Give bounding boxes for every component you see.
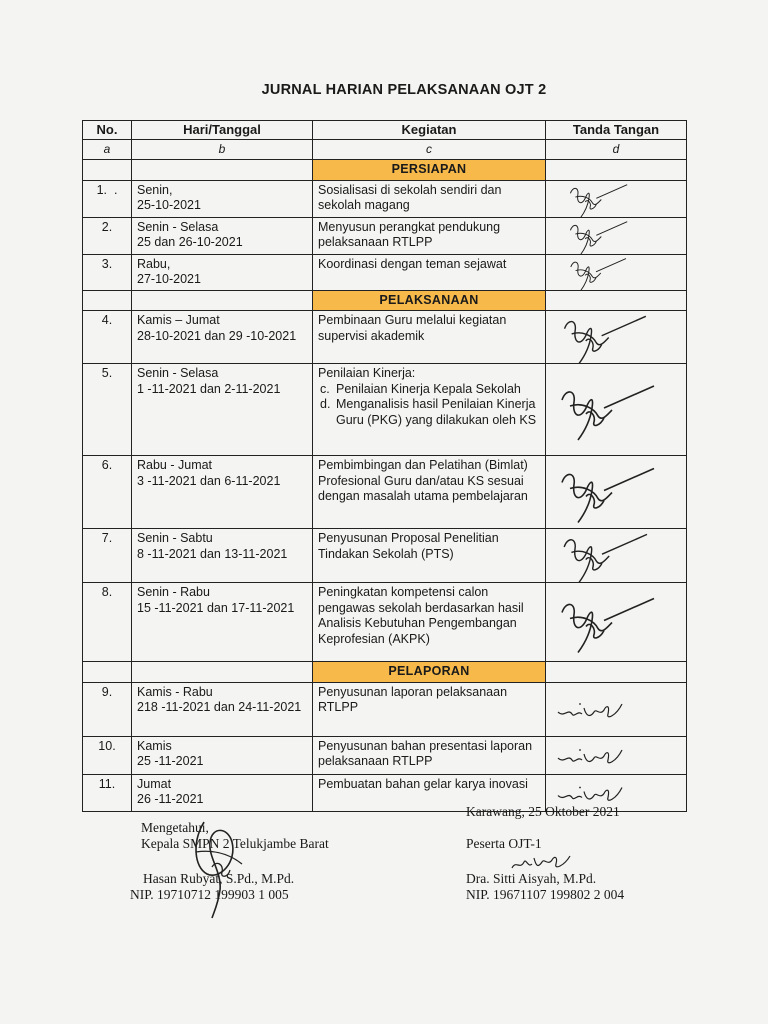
signature-mark: [546, 218, 687, 255]
header-signature: Tanda Tangan: [546, 121, 687, 140]
row-date: Rabu, 27-10-2021: [132, 254, 313, 290]
principal-nip: NIP. 19710712 199903 1 005: [130, 887, 289, 902]
signature-mark: [546, 311, 687, 364]
row-activity: Koordinasi dengan teman sejawat: [313, 254, 546, 290]
participant-label: Peserta OJT-1: [466, 836, 542, 851]
row-activity: Penyusunan laporan pelaksanaan RTLPP: [313, 682, 546, 736]
place-date: Karawang, 25 Oktober 2021: [466, 804, 620, 819]
row-number: 4.: [83, 311, 132, 364]
header-no: No.: [83, 121, 132, 140]
signature-mark: [546, 364, 687, 456]
section-row: [83, 290, 687, 311]
table-header-row: [83, 121, 687, 140]
row-number: 9.: [83, 682, 132, 736]
row-number: 5.: [83, 364, 132, 456]
signature-cell: [546, 180, 687, 217]
signature-mark: [546, 181, 687, 218]
row-date: Senin - Rabu 15 -11-2021 dan 17-11-2021: [132, 583, 313, 662]
row-activity: Peningkatan kompetensi calon pengawas sekolah berdasarkan hasil Analisis Kebutuhan Pengembangan Keprofesian (AKPK): [313, 583, 546, 662]
participant-nip: NIP. 19671107 199802 2 004: [466, 887, 625, 902]
letter-a: a: [83, 139, 132, 160]
signature-mark: [546, 683, 687, 737]
table-row: [83, 180, 687, 217]
row-number: 10.: [83, 736, 132, 774]
signature-cell: [546, 311, 687, 364]
list-item: d. Menganalisis hasil Penilaian Kinerja Guru (PKG) yang dilakukan oleh KS: [320, 397, 537, 427]
row-date: Kamis – Jumat 28-10-2021 dan 29 -10-2021: [132, 311, 313, 364]
participant-name: Dra. Sitti Aisyah, M.Pd.: [466, 871, 597, 886]
signature-cell: [546, 217, 687, 254]
letter-c: c: [313, 139, 546, 160]
table-row: [83, 456, 687, 529]
section-persiapan: PERSIAPAN: [313, 160, 546, 181]
participant-signature: [508, 852, 578, 874]
section-pelaporan: PELAPORAN: [313, 662, 546, 683]
table-row: [83, 529, 687, 583]
row-activity: Pembuatan bahan gelar karya inovasi: [313, 774, 546, 811]
table-row: [83, 364, 687, 456]
signature-cell: [546, 583, 687, 662]
row-number: 2.: [83, 217, 132, 254]
header-activity: Kegiatan: [313, 121, 546, 140]
row-activity: Menyusun perangkat pendukung pelaksanaan RTLPP: [313, 217, 546, 254]
row-date: Jumat 26 -11-2021: [132, 774, 313, 811]
row-date: Senin - Selasa 1 -11-2021 dan 2-11-2021: [132, 364, 313, 456]
section-row: [83, 160, 687, 181]
row-date: Kamis - Rabu 218 -11-2021 dan 24-11-2021: [132, 682, 313, 736]
letter-d: d: [546, 139, 687, 160]
row-activity: Pembinaan Guru melalui kegiatan supervisi akademik: [313, 311, 546, 364]
principal-name: Hasan Rubyat, S.Pd., M.Pd.: [143, 871, 295, 886]
table-row: [83, 217, 687, 254]
signature-cell: [546, 456, 687, 529]
section-pelaksanaan: PELAKSANAAN: [313, 290, 546, 311]
principal-title: Kepala SMPN 2 Telukjambe Barat: [141, 836, 329, 851]
row-activity: Pembimbingan dan Pelatihan (Bimlat) Profesional Guru dan/atau KS sesuai dengan masalah utama pembelajaran: [313, 456, 546, 529]
signature-cell: [546, 736, 687, 774]
table-row: [83, 254, 687, 290]
signature-cell: [546, 682, 687, 736]
signature-mark: [546, 255, 687, 291]
acknowledge-label: Mengetahui,: [141, 820, 209, 835]
header-date: Hari/Tanggal: [132, 121, 313, 140]
column-letter-row: [83, 139, 687, 160]
row-activity: Sosialisasi di sekolah sendiri dan sekolah magang: [313, 180, 546, 217]
row-number: 6.: [83, 456, 132, 529]
row-number: 3.: [83, 254, 132, 290]
list-item: c. Penilaian Kinerja Kepala Sekolah: [320, 381, 521, 396]
section-row: [83, 662, 687, 683]
signature-cell: [546, 529, 687, 583]
row-date: Senin - Sabtu 8 -11-2021 dan 13-11-2021: [132, 529, 313, 583]
document-title: JURNAL HARIAN PELAKSANAAN OJT 2: [261, 82, 547, 98]
row-number: 1. .: [83, 180, 132, 217]
row-date: Senin - Selasa 25 dan 26-10-2021: [132, 217, 313, 254]
table-row: [83, 736, 687, 774]
table-row: [83, 311, 687, 364]
principal-signature: [182, 812, 252, 922]
row-activity: Penilaian Kinerja: c. Penilaian Kinerja Kepala Sekolah d. Menganalisis hasil Penilaian Kinerja Guru (PKG) yang dilakukan oleh KS: [313, 364, 546, 456]
table-row: [83, 583, 687, 662]
row-number: 11.: [83, 774, 132, 811]
signature-mark: [546, 583, 687, 662]
signature-cell: [546, 364, 687, 456]
row-activity: Penyusunan bahan presentasi laporan pelaksanaan RTLPP: [313, 736, 546, 774]
row-date: Rabu - Jumat 3 -11-2021 dan 6-11-2021: [132, 456, 313, 529]
table-row: [83, 682, 687, 736]
row-date: Kamis 25 -11-2021: [132, 736, 313, 774]
journal-table: [82, 120, 687, 812]
row-activity: Penyusunan Proposal Penelitian Tindakan Sekolah (PTS): [313, 529, 546, 583]
letter-b: b: [132, 139, 313, 160]
row-date: Senin, 25-10-2021: [132, 180, 313, 217]
signature-mark: [546, 737, 687, 775]
row-number: 8.: [83, 583, 132, 662]
signature-cell: [546, 254, 687, 290]
row-number: 7.: [83, 529, 132, 583]
signature-mark: [546, 456, 687, 529]
signature-mark: [546, 529, 687, 583]
